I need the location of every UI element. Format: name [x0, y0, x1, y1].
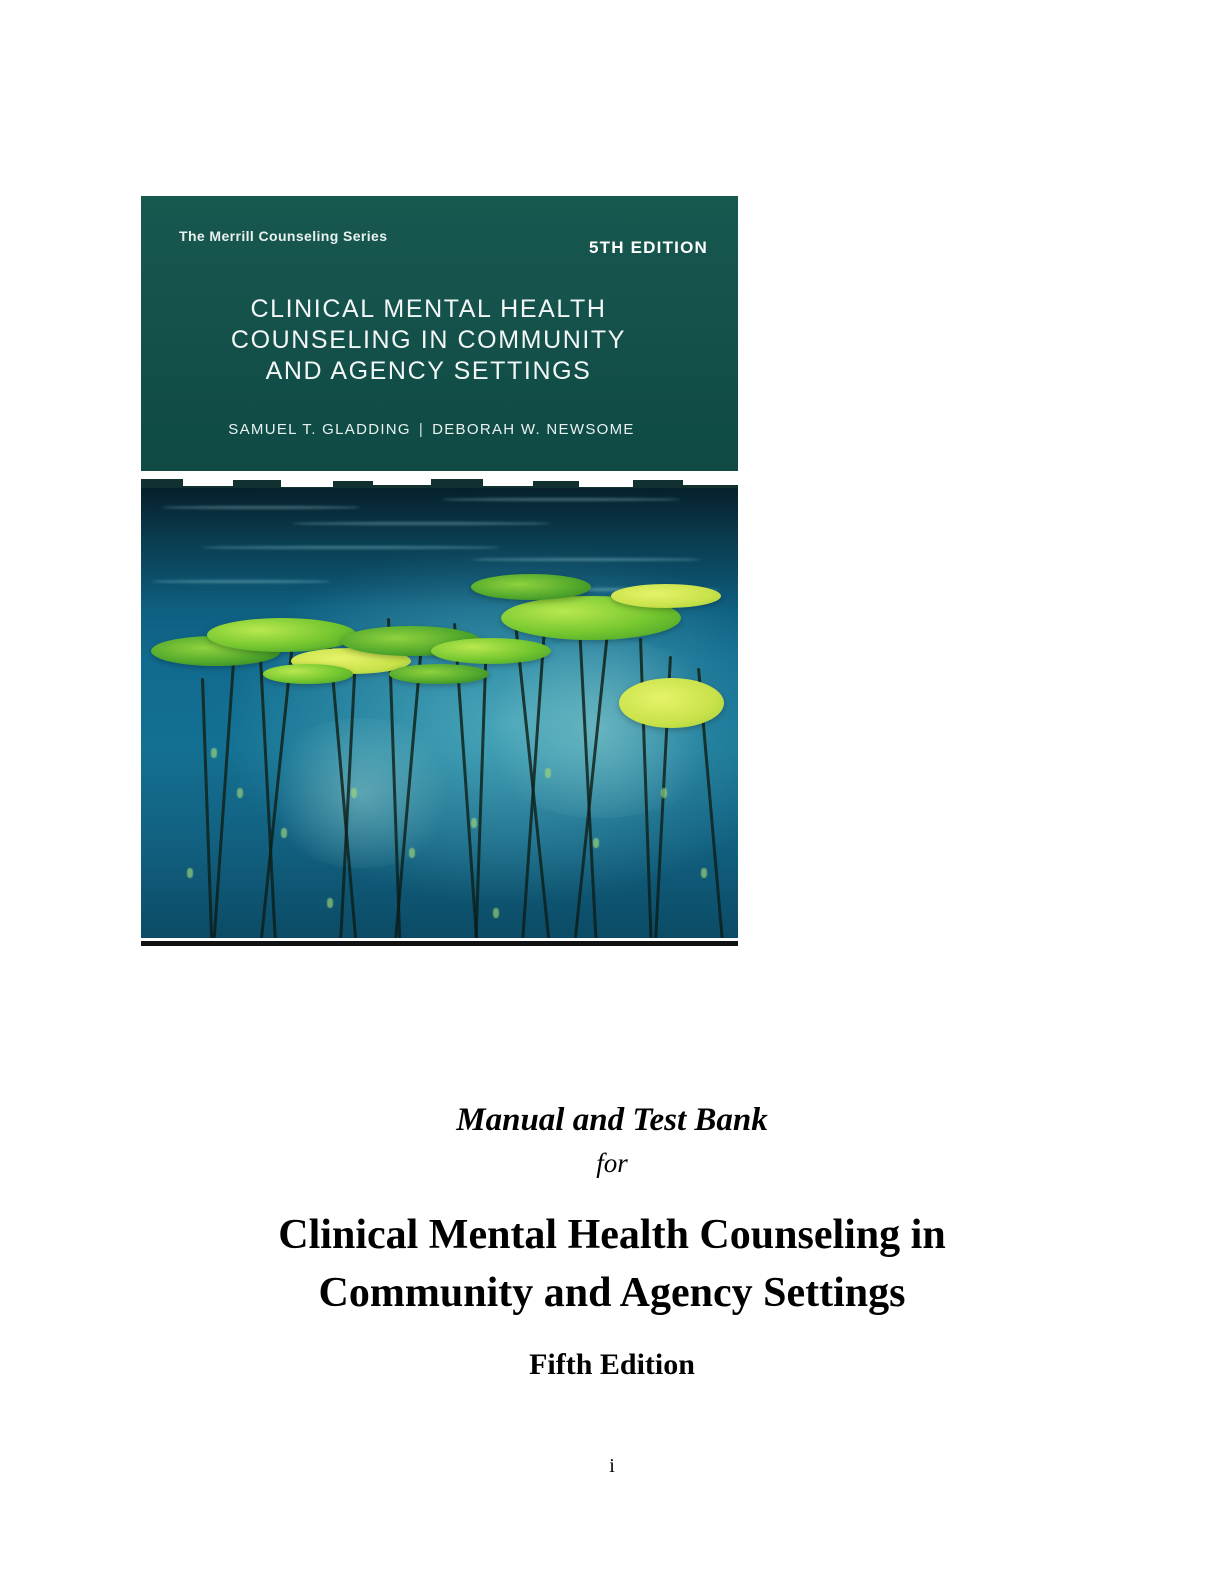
- cover-authors: [141, 421, 722, 438]
- cover-photograph: [141, 488, 738, 938]
- page-title-line-2: Community and Agency Settings: [318, 1270, 906, 1316]
- cover-title: [141, 294, 716, 387]
- cover-author-1: SAMUEL T. GLADDING: [228, 421, 411, 438]
- cover-bottom-rule: [141, 941, 738, 946]
- page-title-line-1: Clinical Mental Health Counseling in: [278, 1212, 946, 1258]
- cover-title-panel: [141, 196, 738, 471]
- book-cover-image: [141, 196, 738, 946]
- page-title: [112, 1206, 1112, 1322]
- cover-author-2: DEBORAH W. NEWSOME: [432, 421, 635, 438]
- manual-and-test-bank-line: Manual and Test Bank: [456, 1102, 768, 1138]
- cover-author-separator: |: [418, 421, 425, 438]
- cover-edition-badge: 5TH EDITION: [589, 238, 708, 257]
- cover-series-label: The Merrill Counseling Series: [179, 228, 388, 244]
- edition-line: Fifth Edition: [529, 1348, 695, 1381]
- document-title-block: [112, 1098, 1112, 1386]
- cover-title-line-1: CLINICAL MENTAL HEALTH: [250, 295, 607, 323]
- cover-title-line-2: COUNSELING IN COMMUNITY: [230, 326, 627, 354]
- page-number: i: [609, 1455, 615, 1477]
- cover-title-line-3: AND AGENCY SETTINGS: [265, 357, 592, 385]
- for-line: for: [596, 1148, 628, 1178]
